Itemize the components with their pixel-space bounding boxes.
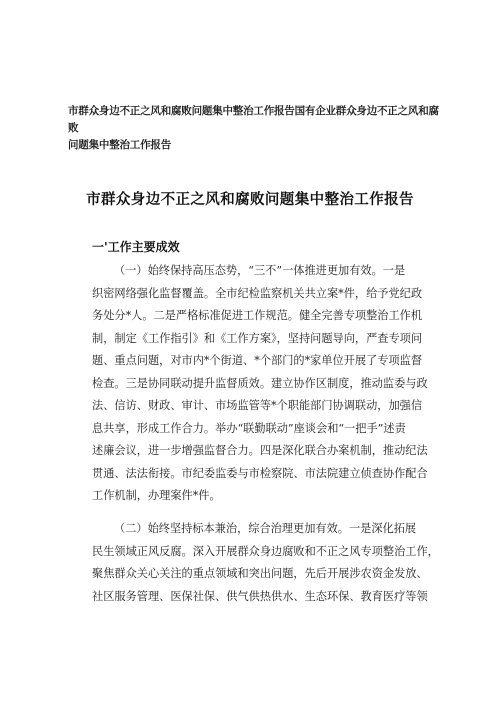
header-line-2: 问题集中整治工作报告 bbox=[68, 139, 171, 151]
paragraph-line: 检查。三是协同联动提升监督质效。建立协作区制度，推动监委与政 bbox=[92, 376, 428, 390]
paragraph-line: 织密网络强化监督覆盖。全市纪检监察机关共立案*件，给予党纪政 bbox=[92, 286, 423, 300]
paragraph-line: （二）始终坚持标本兼治，综合治理更加有效。一是深化拓展 bbox=[114, 522, 417, 535]
paragraph-line: 工作机制，办理案件*件。 bbox=[92, 489, 221, 502]
paragraph-line: 制，制定《工作指引》和《工作方案》，坚持问题导向，严查专项问 bbox=[92, 331, 423, 345]
paragraph-line: 述廉会议，进一步增强监督合力。四是深化联合办案机制，推动纪法 bbox=[92, 444, 428, 457]
paragraph-line: （一）始终保持高压态势，“三不”一体推进更加有效。一是 bbox=[114, 264, 406, 277]
paragraph-line: 社区服务管理、医保社保、供气供热供水、生态环保、教育医疗等领 bbox=[92, 589, 428, 603]
section-heading: 一'工作主要成效 bbox=[92, 240, 180, 254]
paragraph-line: 法、信访、财政、审计、市场监管等*个职能部门协调联动，加强信 bbox=[92, 399, 423, 412]
paragraph-2 bbox=[92, 518, 442, 608]
paragraph-line: 务处分*人。二是严格标准促进工作规范。健全完善专项整治工作机 bbox=[92, 309, 423, 322]
paragraph-line: 聚焦群众关心关注的重点领域和突出问题，先后开展涉农资金发放、 bbox=[92, 567, 428, 580]
paragraph-line: 民生领域正风反腐。深入开展群众身边腐败和不正之风专项整治工作， bbox=[92, 544, 439, 558]
paragraph-1 bbox=[92, 260, 442, 508]
header-line-1: 市群众身边不正之风和腐败问题集中整治工作报告国有企业群众身边不正之风和腐败 bbox=[68, 105, 439, 134]
paragraph-line: 息共享，形成工作合力。举办“联勤联动”座谈会和“一把手”述责 bbox=[92, 421, 406, 435]
paragraph-line: 题、重点问题，对市内*个街道、*个部门的*家单位开展了专项监督 bbox=[92, 354, 423, 367]
document-title: 市群众身边不正之风和腐败问题集中整治工作报告 bbox=[86, 192, 414, 208]
paragraph-line: 贯通、法法衔接。市纪委监委与市检察院、市法院建立侦查协作配合 bbox=[92, 466, 428, 480]
document-header bbox=[68, 103, 448, 154]
